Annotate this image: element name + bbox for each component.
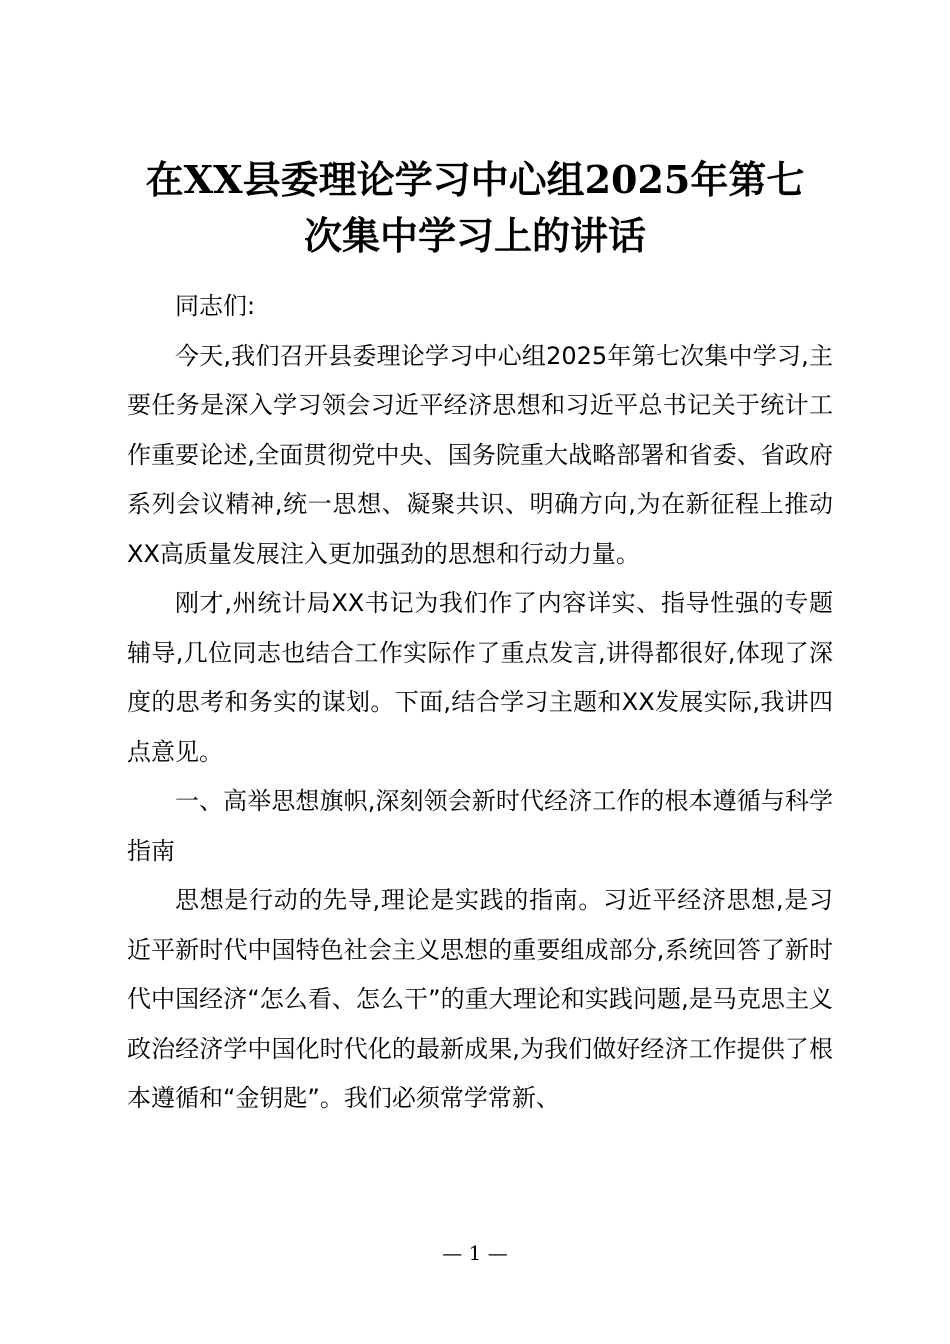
page-number: — 1 —	[442, 1241, 508, 1265]
greeting: 同志们:	[175, 292, 256, 320]
document-title	[110, 152, 840, 264]
section-heading-1: 一、高举思想旗帜,深刻领会新时代经济工作的根本遵循与科学指南	[127, 787, 833, 865]
title-line-2: 次集中学习上的讲话	[303, 213, 646, 258]
paragraph-section-1: 思想是行动的先导,理论是实践的指南。习近平经济思想,是习近平新时代中国特色社会主义思想的重要组成部分,系统回答了新时代中国经济“怎么看、怎么干”的重大理论和实践问题,是马克思主义政治经济学中国化时代化的最新成果,为我们做好经济工作提供了根本遵循和“金钥匙”。我们必须常学常新、	[127, 886, 833, 1112]
paragraph-intro: 今天,我们召开县委理论学习中心组2025年第七次集中学习,主要任务是深入学习领会习近平经济思想和习近平总书记关于统计工作重要论述,全面贯彻党中央、国务院重大战略部署和省委、省政府系列会议精神,统一思想、凝聚共识、明确方向,为在新征程上推动XX高质量发展注入更加强劲的思想和行动力量。	[127, 341, 833, 568]
title-line-1: 在XX县委理论学习中心组2025年第七	[145, 157, 805, 202]
document-body	[127, 282, 833, 1124]
paragraph-context: 刚才,州统计局XX书记为我们作了内容详实、指导性强的专题辅导,几位同志也结合工作实际作了重点发言,讲得都很好,体现了深度的思考和务实的谋划。下面,结合学习主题和XX发展实际,我讲四点意见。	[127, 589, 833, 766]
